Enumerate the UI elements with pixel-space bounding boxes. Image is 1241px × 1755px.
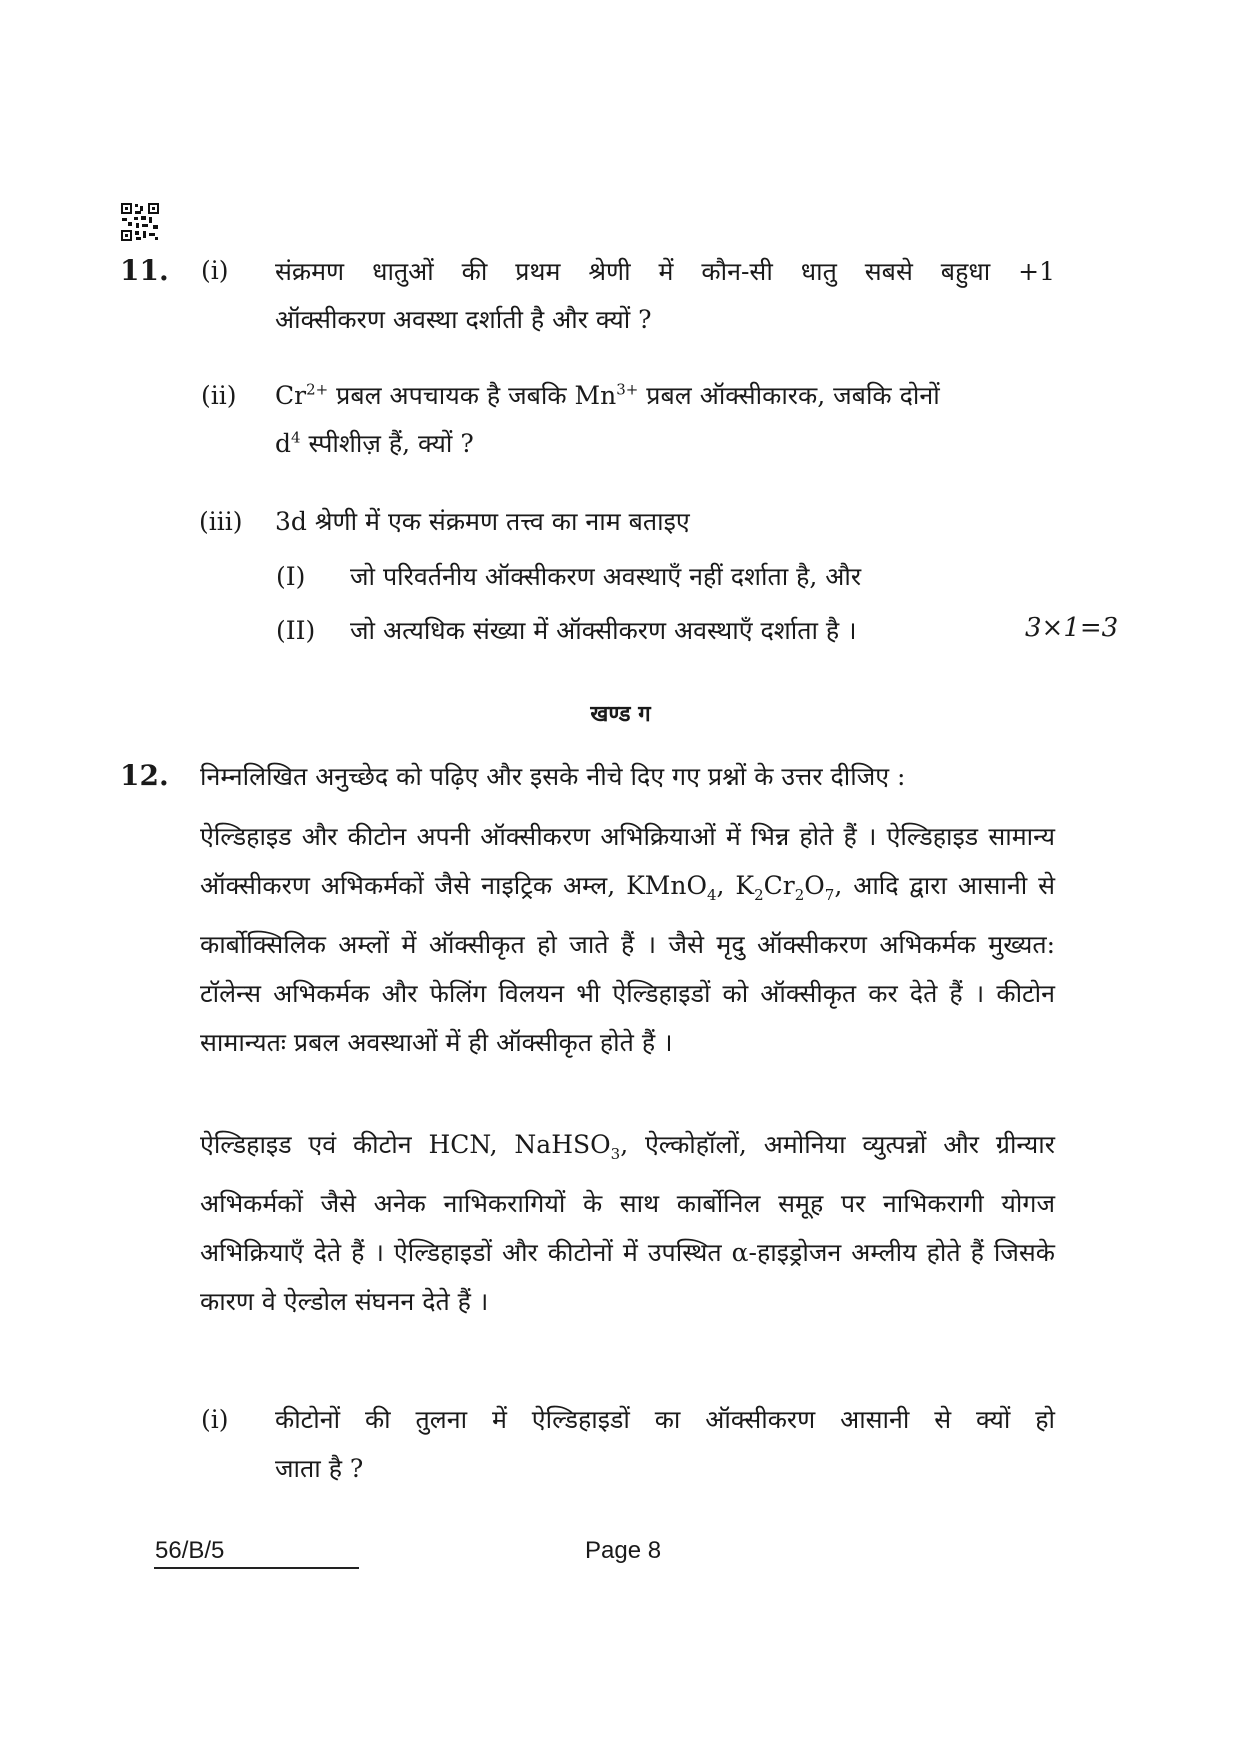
part-label: (iii) [199,507,243,536]
sub-part-text: जो परिवर्तनीय ऑक्सीकरण अवस्थाएँ नहीं दर्शाता है, और [350,562,862,591]
question-text: जाता है ? [275,1454,364,1483]
question-text: कीटोनों की तुलना में ऐल्डिहाइडों का ऑक्सीकरण आसानी से क्यों हो [275,1405,1055,1434]
sub-part-label: (II) [276,616,316,645]
part-label: (i) [201,1405,229,1434]
sub-part-label: (I) [276,562,306,591]
marks-allocation: 3×1=3 [1025,613,1119,643]
passage-paragraph-2: ऐल्डिहाइड एवं कीटोन HCN, NaHSO$_3$, ऐल्कोहॉलों, अमोनिया व्युत्पन्नों और ग्रीन्यार अभिकर्मकों जैसे अनेक नाभिकरागियों के साथ कार्बोनिल समूह पर नाभिकरागी योगज अभिक्रियाएँ देते हैं । ऐल्डिहाइडों और कीटोनों में उपस्थित α-हाइड्रोजन अम्लीय होते हैं जिसके कारण वे ऐल्डोल संघनन देते हैं । [200,1130,1055,1316]
question-number-11: 11. [120,254,169,287]
question-text: $Cr^{2+}$ प्रबल अपचायक है जबकि $Mn^{3+}$ प्रबल ऑक्सीकारक, जबकि दोनों [275,380,940,410]
question-text: ऑक्सीकरण अवस्था दर्शाती है और क्यों ? [275,305,652,334]
question-text: 3d श्रेणी में एक संक्रमण तत्त्व का नाम बताइए [275,507,690,536]
question-text: $d^4$ स्पीशीज़ हैं, क्यों ? [275,428,474,458]
question-number-12: 12. [120,759,169,792]
question-intro: निम्नलिखित अनुच्छेद को पढ़िए और इसके नीचे दिए गए प्रश्नों के उत्तर दीजिए : [200,762,906,791]
part-label: (ii) [201,381,237,410]
part-label: (i) [201,256,229,285]
section-title: खण्ड ग [590,701,651,727]
qr-code-icon [121,203,159,241]
passage-paragraph-1: ऐल्डिहाइड और कीटोन अपनी ऑक्सीकरण अभिक्रियाओं में भिन्न होते हैं । ऐल्डिहाइड सामान्य ऑक्सीकरण अभिकर्मकों जैसे नाइट्रिक अम्ल, KMnO$_4$, $K_2Cr_2O_7$, आदि द्वारा आसानी से कार्बोक्सिलिक अम्लों में ऑक्सीकृत हो जाते हैं । जैसे मृदु ऑक्सीकरण अभिकर्मक मुख्यत: टॉलेन्स अभिकर्मक और फेलिंग विलयन भी ऐल्डिहाइडों को ऑक्सीकृत कर देते हैं । कीटोन सामान्यतः प्रबल अवस्थाओं में ही ऑक्सीकृत होते हैं । [200,822,1055,1057]
page-number: Page 8 [585,1537,662,1564]
paper-code: 56/B/5 [155,1537,225,1564]
footer-rule [154,1567,359,1569]
sub-part-text: जो अत्यधिक संख्या में ऑक्सीकरण अवस्थाएँ दर्शाता है । [350,616,857,645]
question-text: संक्रमण धातुओं की प्रथम श्रेणी में कौन-सी धातु सबसे बहुधा +1 [275,257,1055,286]
